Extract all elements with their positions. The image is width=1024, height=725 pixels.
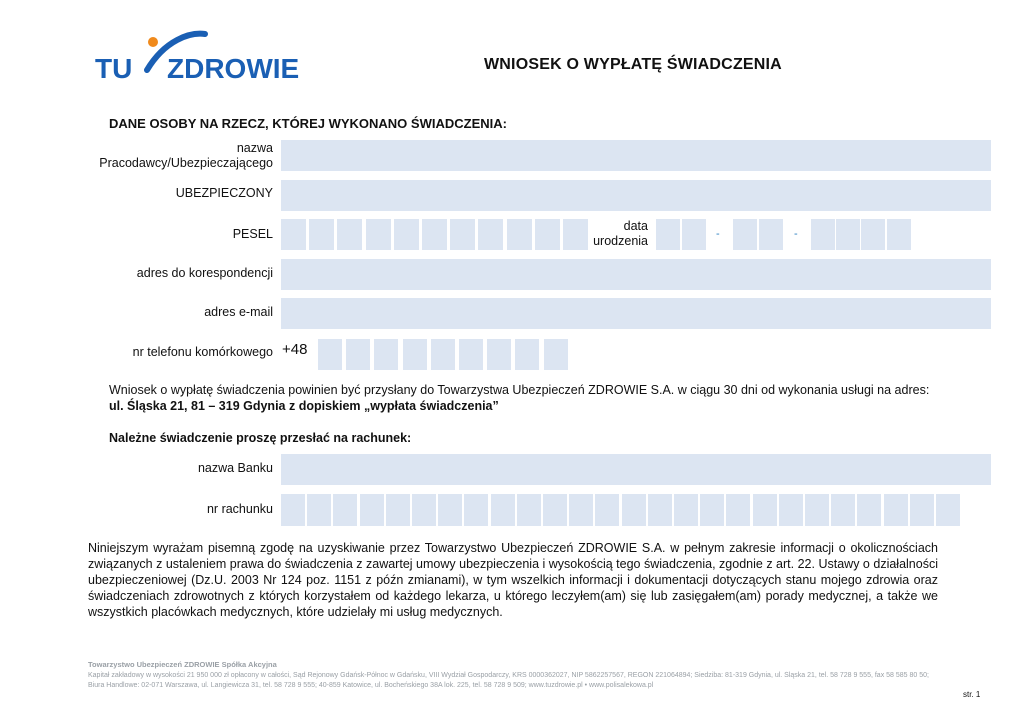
employer-label: nazwa Pracodawcy/Ubezpieczającego — [99, 141, 273, 170]
account-digit-16[interactable] — [674, 494, 698, 526]
tu-zdrowie-logo — [95, 30, 330, 88]
birth-date-digit-1[interactable] — [656, 219, 680, 250]
phone-digit-1[interactable] — [318, 339, 342, 370]
pesel-label: PESEL — [232, 227, 273, 241]
account-digit-24[interactable] — [884, 494, 908, 526]
account-digit-1[interactable] — [281, 494, 305, 526]
pesel-digit-10[interactable] — [535, 219, 560, 250]
account-digit-6[interactable] — [412, 494, 436, 526]
email-label: adres e-mail — [204, 305, 273, 319]
insured-input[interactable] — [281, 180, 991, 211]
birth-date-digit-5[interactable] — [811, 219, 835, 250]
bank-heading: Należne świadczenie proszę przesłać na rachunek: — [109, 431, 412, 445]
insured-label: UBEZPIECZONY — [175, 186, 273, 200]
address-input[interactable] — [281, 259, 991, 290]
phone-prefix: +48 — [282, 341, 308, 358]
date-separator-1: - — [716, 228, 720, 240]
account-digit-23[interactable] — [857, 494, 881, 526]
account-digit-25[interactable] — [910, 494, 934, 526]
account-digit-14[interactable] — [622, 494, 646, 526]
account-digit-10[interactable] — [517, 494, 541, 526]
account-digit-9[interactable] — [491, 494, 515, 526]
birth-date-digit-4[interactable] — [759, 219, 783, 250]
account-digit-17[interactable] — [700, 494, 724, 526]
phone-label: nr telefonu komórkowego — [132, 345, 273, 359]
phone-digit-7[interactable] — [487, 339, 511, 370]
pesel-digit-7[interactable] — [450, 219, 475, 250]
pesel-digit-9[interactable] — [507, 219, 532, 250]
birth-date-digit-8[interactable] — [887, 219, 911, 250]
pesel-digit-2[interactable] — [309, 219, 334, 250]
phone-digit-2[interactable] — [346, 339, 370, 370]
account-digit-5[interactable] — [386, 494, 410, 526]
pesel-digit-1[interactable] — [281, 219, 306, 250]
account-digit-3[interactable] — [333, 494, 357, 526]
phone-digit-4[interactable] — [403, 339, 427, 370]
birth-date-digit-3[interactable] — [733, 219, 757, 250]
birth-date-digit-7[interactable] — [861, 219, 885, 250]
birth-date-label: data urodzenia — [593, 219, 648, 248]
date-separator-2: - — [794, 228, 798, 240]
section-person-heading: DANE OSOBY NA RZECZ, KTÓREJ WYKONANO ŚWIADCZENIA: — [109, 116, 507, 131]
phone-digit-9[interactable] — [544, 339, 568, 370]
notice-line-1: Wniosek o wypłatę świadczenia powinien być przysłany do Towarzystwa Ubezpieczeń ZDROWIE S.A. w ciągu 30 dni od wykonania usługi na adres: — [109, 383, 930, 397]
phone-digit-3[interactable] — [374, 339, 398, 370]
account-label: nr rachunku — [206, 502, 273, 516]
pesel-digit-3[interactable] — [337, 219, 362, 250]
phone-digit-8[interactable] — [515, 339, 539, 370]
notice-line-2: ul. Śląska 21, 81 – 319 Gdynia z dopiskiem „wypłata świadczenia” — [109, 399, 499, 413]
consent-text: Niniejszym wyrażam pisemną zgodę na uzyskiwanie przez Towarzystwo Ubezpieczeń ZDROWIE S.A. w pełnym zakresie informacji o okolicznościach związanych z ustaleniem prawa do świadczenia z zawartej umowy ubezpieczenia i wysokością tego świadczenia, zgodnie z art. 22. Ustawy o działalności ubezpieczeniowej (Dz.U. 2003 Nr 124 poz. 1151 z późn zmianami), w tym wszelkich informacji i dokumentacji dotyczących stanu mojego zdrowia oraz świadczeniach zdrowotnych z których korzystałem od każdego lekarza, u którego leczyłem(am) się lub zasięgałem(am) porady medycznej, a także we wszystkich placówkach medycznych, które udzielały mi usług medycznych. — [88, 541, 938, 619]
bank-name-input[interactable] — [281, 454, 991, 485]
account-digit-19[interactable] — [753, 494, 777, 526]
svg-text:ZDROWIE: ZDROWIE — [167, 53, 300, 84]
account-digit-11[interactable] — [543, 494, 567, 526]
birth-date-digit-6[interactable] — [836, 219, 860, 250]
pesel-digit-5[interactable] — [394, 219, 419, 250]
account-digit-21[interactable] — [805, 494, 829, 526]
svg-text:TU: TU — [95, 53, 133, 84]
phone-digit-5[interactable] — [431, 339, 455, 370]
footer-line-1: Kapitał zakładowy w wysokości 21 950 000 zł opłacony w całości, Sąd Rejonowy Gdańsk-Północ w Gdańsku, VIII Wydział Gospodarczy, KRS 0000362027, NIP 5862257567, REGON 221064894; Siedziba: 81-319 Gdynia, ul. Śląska 21, tel. 58 728 9 555, fax 58 585 80 50; — [88, 672, 929, 679]
email-input[interactable] — [281, 298, 991, 329]
account-digit-18[interactable] — [726, 494, 750, 526]
employer-input[interactable] — [281, 140, 991, 171]
account-digit-26[interactable] — [936, 494, 960, 526]
account-digit-12[interactable] — [569, 494, 593, 526]
account-digit-4[interactable] — [360, 494, 384, 526]
pesel-digit-6[interactable] — [422, 219, 447, 250]
address-label: adres do korespondencji — [136, 266, 273, 280]
pesel-digit-4[interactable] — [366, 219, 391, 250]
account-digit-15[interactable] — [648, 494, 672, 526]
phone-digit-6[interactable] — [459, 339, 483, 370]
account-digit-7[interactable] — [438, 494, 462, 526]
footer-company: Towarzystwo Ubezpieczeń ZDROWIE Spółka Akcyjna — [88, 660, 277, 669]
account-digit-13[interactable] — [595, 494, 619, 526]
page-number: str. 1 — [963, 690, 981, 699]
bank-name-label: nazwa Banku — [197, 461, 273, 475]
account-digit-22[interactable] — [831, 494, 855, 526]
account-digit-8[interactable] — [464, 494, 488, 526]
pesel-digit-8[interactable] — [478, 219, 503, 250]
form-title: WNIOSEK O WYPŁATĘ ŚWIADCZENIA — [484, 56, 782, 73]
account-digit-20[interactable] — [779, 494, 803, 526]
account-digit-2[interactable] — [307, 494, 331, 526]
footer-line-2: Biura Handlowe: 02-071 Warszawa, ul. Langiewicza 31, tel. 58 728 9 555; 40-859 Katowice, ul. Bocheńskiego 38A lok. 225, tel. 58 728 9 509; www.tuzdrowie.pl • www.polisalekowa.pl — [88, 682, 654, 689]
birth-date-digit-2[interactable] — [682, 219, 706, 250]
